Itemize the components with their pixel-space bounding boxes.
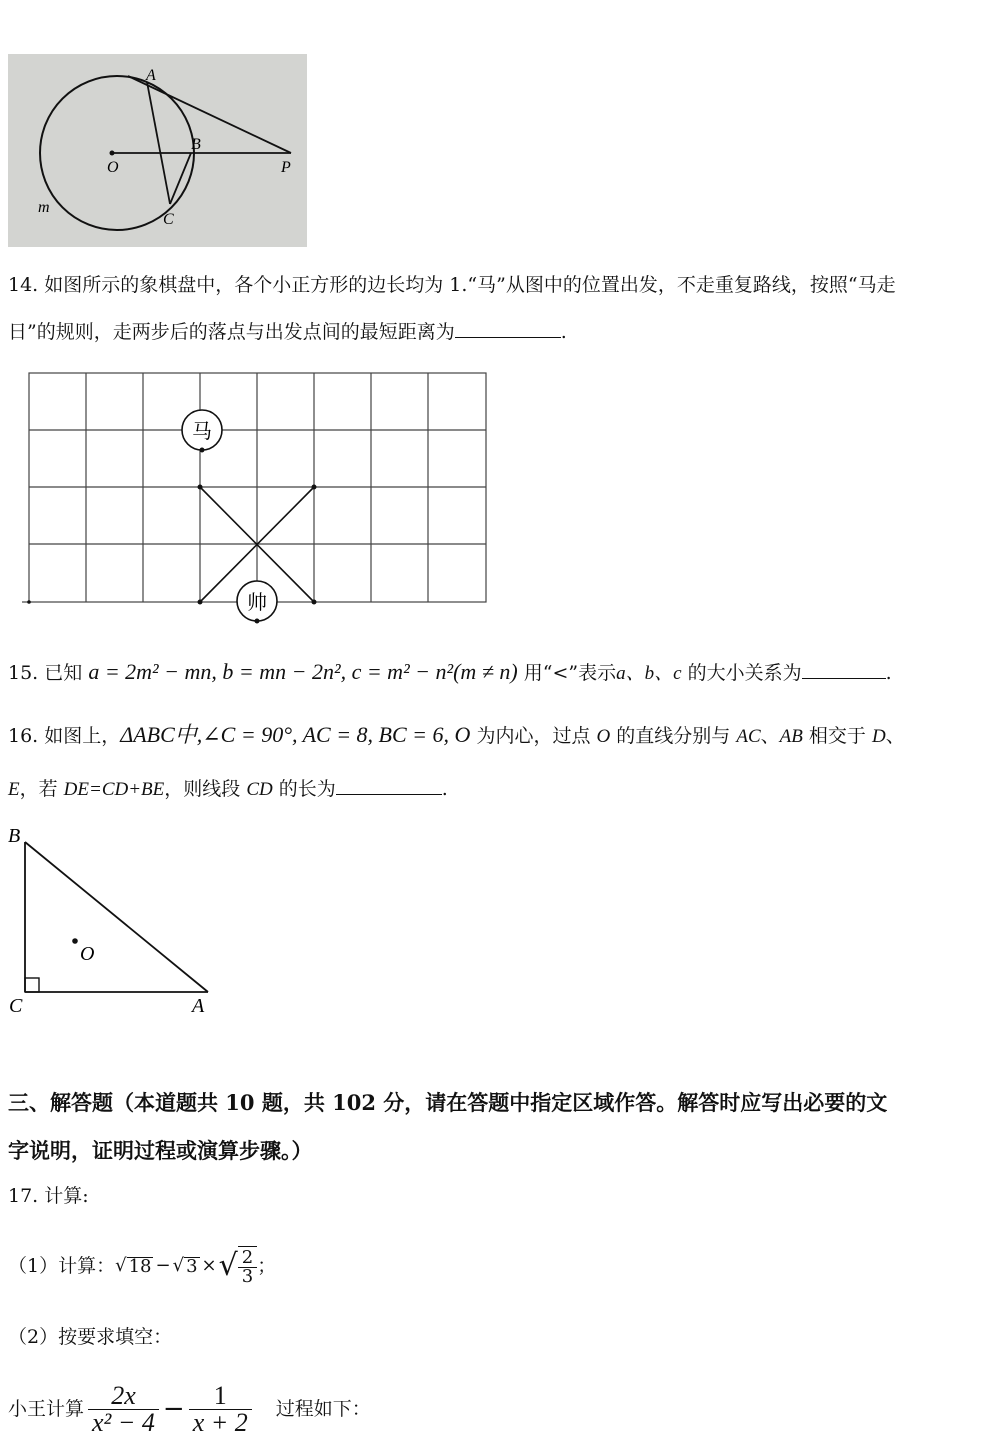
q16-e: E bbox=[8, 779, 20, 800]
piece-horse: 马 bbox=[192, 421, 212, 443]
chessboard-figure bbox=[20, 368, 490, 626]
q15-end: . bbox=[885, 662, 892, 684]
q16-expression: ΔABC中,∠C = 90°, AC = 8, BC = 6, O bbox=[120, 722, 471, 747]
q16-point: O bbox=[596, 726, 611, 747]
circle-figure bbox=[8, 54, 307, 247]
q17-title: 计算: bbox=[44, 1185, 89, 1207]
q15-number: 15. bbox=[8, 662, 39, 684]
q17-part2: （2）按要求填空： bbox=[8, 1326, 173, 1348]
sqrt-18: 18 bbox=[128, 1255, 152, 1277]
label-A: A bbox=[146, 67, 156, 84]
label-B: B bbox=[191, 136, 201, 153]
q14-number: 14. bbox=[8, 274, 39, 296]
q16-number: 16. bbox=[8, 725, 39, 747]
label-B: B bbox=[8, 825, 21, 847]
q16-line1 bbox=[8, 724, 905, 746]
q16-d: D bbox=[871, 726, 886, 747]
q16-text6: 的长为 bbox=[278, 778, 336, 800]
triangle-figure bbox=[4, 820, 224, 1020]
part1-minus: − bbox=[155, 1255, 171, 1276]
q14-text1: 如图所示的象棋盘中，各个小正方形的边长均为 1.“马”从图中的位置出发，不走重复路线，按照“马走 bbox=[44, 274, 896, 296]
sqrt-fraction bbox=[238, 1246, 257, 1286]
q16-sep: 、 bbox=[760, 725, 780, 747]
fraction-2-denominator: x + 2 bbox=[189, 1409, 252, 1436]
q17-part1: （1）计算： √ 18 − √ 3 × √ $\frac{2}{3}$ ； bbox=[8, 1247, 277, 1287]
q17-part1-label: （1）计算： bbox=[8, 1254, 116, 1277]
label-O: O bbox=[107, 159, 119, 176]
q16-text1: 为内心，过点 bbox=[476, 725, 591, 747]
q16-prefix: 如图上， bbox=[44, 725, 121, 747]
q16-text5: ，则线段 bbox=[164, 778, 241, 800]
fraction-1-numerator: 2x bbox=[111, 1380, 136, 1410]
part1-end: ； bbox=[257, 1254, 277, 1277]
fraction-2-numerator: 1 bbox=[213, 1380, 227, 1410]
label-A: A bbox=[192, 995, 205, 1017]
q14-end: . bbox=[560, 321, 567, 343]
fraction-2 bbox=[189, 1380, 252, 1437]
q16-text3b: 、 bbox=[885, 725, 905, 747]
q15-vars: a、b、c bbox=[616, 663, 682, 684]
q14-line2 bbox=[8, 323, 567, 342]
label-C: C bbox=[9, 995, 23, 1017]
piece-king: 帅 bbox=[247, 592, 267, 614]
sqrt-3: 3 bbox=[186, 1255, 198, 1277]
q16-cd: CD bbox=[246, 779, 273, 800]
q16-text4: ，若 bbox=[19, 778, 58, 800]
q16-end: . bbox=[441, 778, 448, 800]
section3-heading-line2: 字说明，证明过程或演算步骤。） bbox=[8, 1138, 313, 1163]
q15-middle: 用“<”表示 bbox=[523, 662, 617, 684]
line3-suffix: 过程如下： bbox=[275, 1397, 371, 1420]
fraction-1-denominator: x² − 4 bbox=[88, 1409, 159, 1436]
q16-seg2: AB bbox=[779, 726, 803, 747]
label-C: C bbox=[163, 211, 174, 228]
q14-answer-blank bbox=[455, 336, 561, 338]
q17-part2-expression bbox=[8, 1374, 371, 1444]
q16-text3: 相交于 bbox=[808, 725, 866, 747]
part1-numerator: 2 bbox=[241, 1247, 254, 1268]
label-P: P bbox=[281, 159, 291, 176]
fraction-1 bbox=[88, 1380, 159, 1437]
q17-number: 17. bbox=[8, 1185, 39, 1207]
q15-suffix: 的大小关系为 bbox=[687, 662, 802, 684]
q16-text2: 的直线分别与 bbox=[616, 725, 731, 747]
q14-text2: 日”的规则，走两步后的落点与出发点间的最短距离为 bbox=[8, 321, 455, 343]
q15-expression: a = 2m² − mn, b = mn − 2n², c = m² − n²(m ≠ n) bbox=[88, 659, 518, 684]
q14-line1 bbox=[8, 276, 896, 295]
section3-heading-line1: 三、解答题（本道题共 10 题，共 102 分，请在答题中指定区域作答。解答时应写出必要的文 bbox=[8, 1090, 888, 1115]
label-O: O bbox=[80, 943, 95, 965]
q16-condition: DE=CD+BE bbox=[63, 779, 165, 800]
q16-answer-blank bbox=[336, 793, 442, 795]
q15-prefix: 已知 bbox=[44, 662, 83, 684]
q16-seg1: AC bbox=[736, 726, 761, 747]
q16-line2 bbox=[8, 780, 448, 799]
label-m: m bbox=[38, 199, 50, 216]
q17-title-line bbox=[8, 1187, 89, 1206]
part1-denominator: 3 bbox=[238, 1267, 257, 1286]
line3-prefix: 小王计算 bbox=[8, 1397, 85, 1420]
part1-times: × bbox=[201, 1255, 217, 1276]
q15-line bbox=[8, 661, 892, 683]
q15-answer-blank bbox=[802, 677, 886, 679]
fraction-minus: − bbox=[162, 1394, 185, 1424]
